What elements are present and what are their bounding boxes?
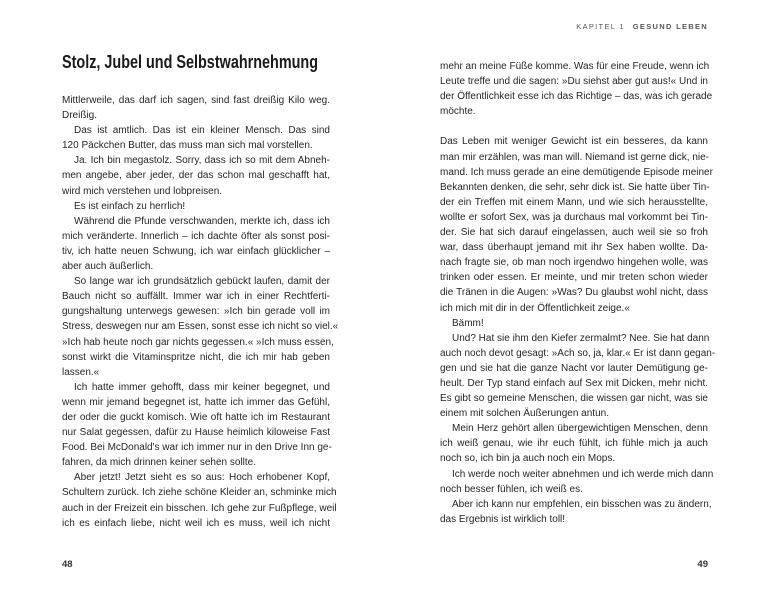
text-line: mand. Ich muss gerade an eine demütigende Episode meiner	[440, 166, 713, 178]
text-line: men angebe, aber jeder, der das schon mal geschafft hat,	[62, 170, 330, 182]
text-line: Schultern zurück. Ich ziehe schöne Kleider an, schminke mich	[62, 487, 337, 499]
paragraph	[62, 93, 330, 123]
text-line: Mein Herz gehört allen übergewichtigen Menschen, denn	[452, 423, 708, 435]
text-line: ich mich mit dir in der Öffentlichkeit zeige.«	[440, 302, 630, 314]
running-head	[576, 22, 708, 31]
text-line: der Öffentlichkeit esse ich das Richtige – das, was ich gerade	[440, 91, 713, 103]
text-line: Es gibt so gemeine Menschen, die wissen gar nicht, was sie	[440, 393, 708, 405]
text-line: Ich hatte immer gehofft, dass mir keiner begegnet, und	[74, 381, 330, 393]
paragraph	[440, 467, 714, 497]
text-line: trinken oder essen. Er meinte, und mir treten schon wieder	[440, 272, 708, 284]
paragraph	[62, 123, 330, 153]
text-line: Mittlerweile, das darf ich sagen, sind fast dreißig Kilo weg.	[62, 95, 330, 106]
text-line: Es ist einfach zu herrlich!	[74, 200, 186, 212]
text-line: Aber jetzt! Jetzt sieht es so aus: Hoch erhobener Kopf,	[74, 472, 330, 484]
text-line: möchte.	[440, 106, 476, 118]
text-line: wird mich verstehen und lobpreisen.	[62, 185, 223, 197]
paragraph-space	[440, 119, 708, 134]
text-line: tiv, ich hatte neuen Schwung, ich war einfach glücklicher –	[62, 245, 330, 257]
paragraph	[62, 214, 330, 274]
right-page	[386, 0, 771, 600]
section-label: GESUND LEBEN	[632, 22, 708, 31]
paragraph	[62, 470, 337, 530]
section-heading: Stolz, Jubel und Selbstwahrnehmung	[62, 52, 319, 72]
page-number: 49	[697, 559, 708, 570]
text-line: ich weiß genau, wie ihr euch fühlt, ich fühle mich ja auch	[440, 438, 708, 450]
paragraph	[440, 421, 708, 466]
paragraph	[440, 497, 712, 527]
text-line: 120 Päckchen Butter, das muss man sich mal vorstellen.	[62, 140, 313, 152]
text-line: Leute treffe und die sagen: »Du siehst aber gut aus!« Und in	[440, 76, 708, 88]
text-line: der oder die guckt komisch. Wie oft hatte ich im Restaurant	[62, 411, 330, 423]
text-line: Bauch nicht so auffällt. Immer war ich in einer Rechtferti-	[62, 291, 330, 303]
text-line: Ich werde noch weiter abnehmen und ich werde mich dann	[452, 468, 714, 480]
text-line: Und? Hat sie ihm den Kiefer zermalmt? Nee. Sie hat dann	[452, 332, 710, 344]
paragraph	[62, 199, 330, 214]
paragraph	[440, 134, 713, 315]
page-number: 48	[62, 559, 73, 570]
text-line: noch so, ich bin ja auch noch ein Mops.	[440, 453, 616, 465]
text-line: »Ich hab heute noch gar nichts gegessen.« »Ich muss essen,	[62, 336, 334, 348]
text-line: nach fragte sie, ob man noch irgendwo hingehen wolle, was	[440, 257, 708, 269]
text-line: Das Leben mit weniger Gewicht ist ein besseres, da kann	[440, 136, 708, 148]
text-line: Bämm!	[452, 317, 484, 329]
text-line: auch in der Freizeit ein bisschen. Ich gehe zur Fußpflege, weil	[62, 502, 337, 514]
text-line: ich es einfach liebe, nicht weil ich es muss, weil ich nicht	[62, 517, 330, 529]
text-line: sonst wirkt die Vitaminspritze nicht, die ich mir hab geben	[62, 351, 330, 363]
paragraph	[440, 331, 716, 422]
text-line: man mir erzählen, was man will. Niemand ist gerne dick, nie-	[440, 151, 709, 163]
text-line: So lange war ich grundsätzlich gebückt laufen, damit der	[74, 276, 330, 288]
text-line: mich veränderte. Innerlich – ich dachte öfter als sonst posi-	[62, 230, 330, 242]
text-line: gungshaltung unterwegs gewesen: »Ich bin gerade voll im	[62, 306, 330, 318]
paragraph	[62, 274, 339, 380]
paragraph	[62, 380, 330, 471]
text-line: Aber ich kann nur empfehlen, ein bisschen was zu ändern,	[452, 498, 712, 510]
text-line: der. Sie hat sich darauf eingelassen, auch weil sie so froh	[440, 227, 708, 239]
text-line: war, dass überhaupt jemand mit ihr Sex haben wollte. Da-	[440, 242, 708, 254]
text-line: noch besser fühlen, ich weiß es.	[440, 483, 583, 495]
text-line: gen und sie hat die ganze Nacht vor lauter Demütigung ge-	[440, 362, 708, 374]
paragraph	[440, 316, 708, 331]
text-line: Während die Pfunde verschwanden, merkte ich, dass ich	[74, 215, 330, 227]
text-line: der ein Treffen mit einem Mann, und wie sich herausstellte,	[440, 196, 708, 208]
text-line: nur Salat gegessen, dafür zu Hause heimlich kiloweise Fast	[62, 427, 330, 439]
text-line: die Tränen in die Augen: »Was? Du glaubst wohl nicht, dass	[440, 287, 708, 299]
text-line: Das ist amtlich. Das ist ein kleiner Mensch. Das sind	[74, 125, 330, 137]
text-line: das Ergebnis ist wirklich toll!	[440, 513, 566, 525]
text-line: wollte er sofort Sex, was ja durchaus mal vorkommt bei Tin-	[440, 211, 708, 223]
paragraph	[440, 59, 713, 119]
text-line: fahren, da mich drinnen keiner sehen sollte.	[62, 457, 257, 469]
left-page	[0, 0, 385, 600]
text-line: einem mit solchen Äußerungen antun.	[440, 408, 609, 420]
text-line: Bekannten denken, die sehr, sehr dick ist. Sie hatte über Tin-	[440, 181, 710, 193]
chapter-label: KAPITEL 1	[576, 22, 625, 31]
text-line: wenn mir jemand begegnet ist, hatte ich immer das Gefühl,	[62, 396, 330, 408]
text-line: heult. Der Typ stand einfach auf Sex mit Dicken, mehr nicht.	[440, 377, 708, 389]
text-line: lassen.«	[62, 366, 100, 378]
text-line: Stress, deswegen nur am Essen, sonst esse ich nicht so viel.«	[62, 321, 339, 333]
text-line: Dreißig.	[62, 110, 98, 122]
paragraph	[62, 153, 330, 198]
text-line: auch noch devot gesagt: »Ach so, ja, klar.« Er ist dann gegan-	[440, 347, 716, 359]
text-line: mehr an meine Füße komme. Was für eine Freude, wenn ich	[440, 61, 710, 72]
body-text	[440, 59, 716, 527]
text-line: Ja. Ich bin megastolz. Sorry, dass ich so mit dem Abneh-	[74, 155, 330, 167]
text-line: Food. Bei McDonald's war ich immer nur in den Drive Inn ge-	[62, 442, 332, 454]
text-line: aber auch äußerlich.	[62, 261, 154, 273]
body-text	[62, 93, 339, 531]
